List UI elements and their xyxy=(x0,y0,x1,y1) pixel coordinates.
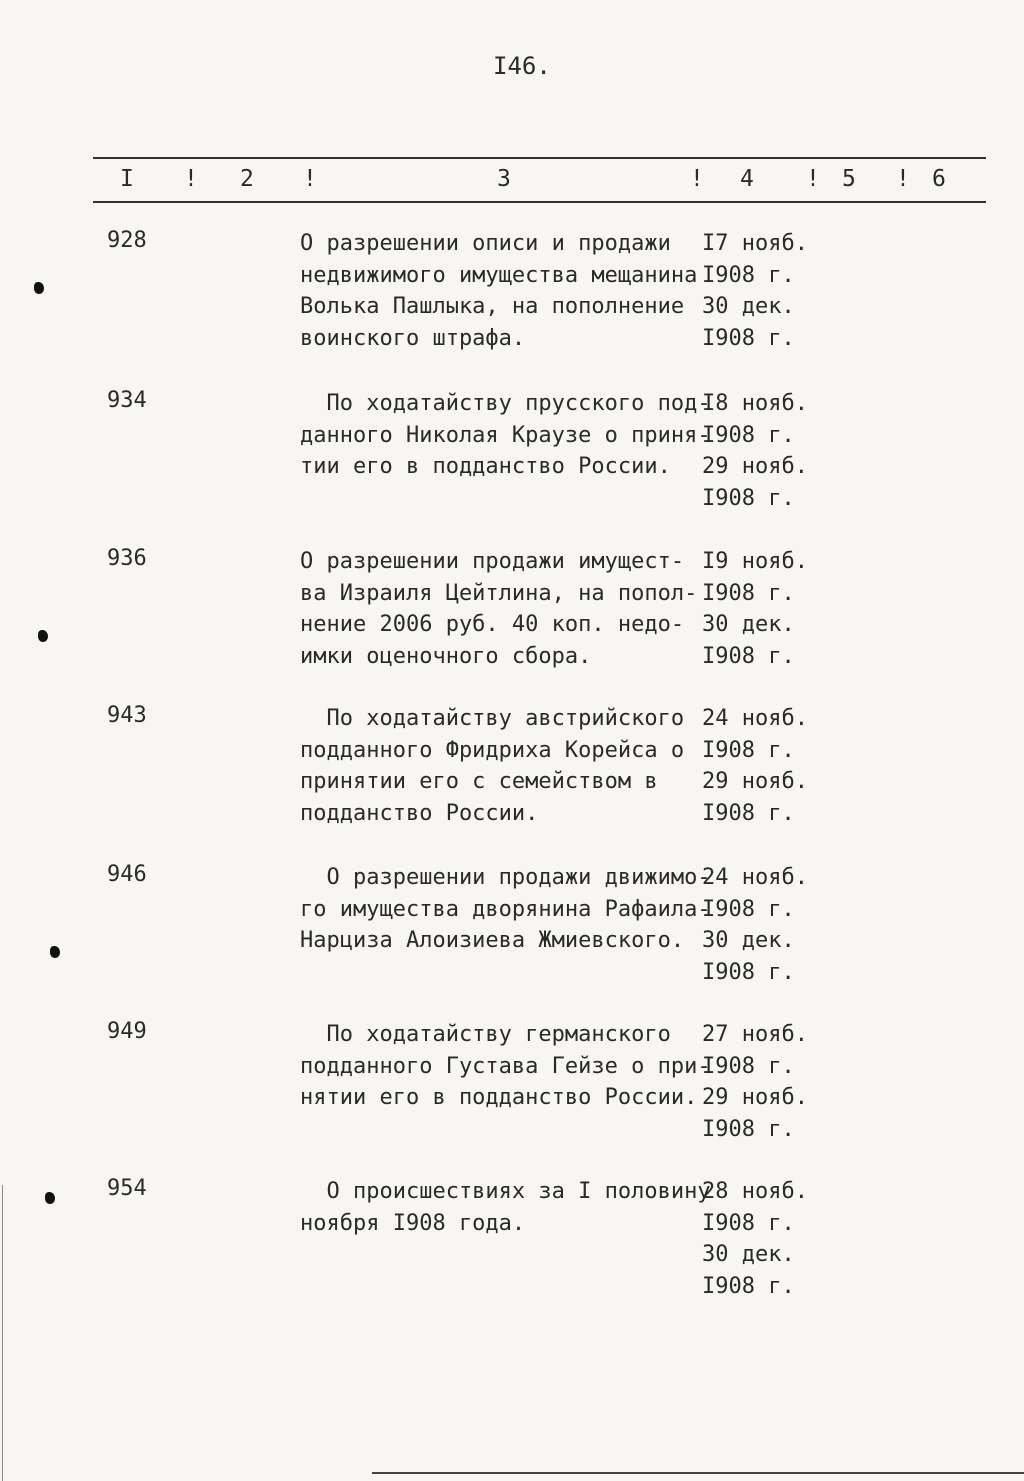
entry-number: 934 xyxy=(107,388,147,413)
footer-rule xyxy=(372,1472,1024,1474)
entry-description xyxy=(300,388,711,483)
date-line: 24 нояб. xyxy=(702,865,808,890)
description-line: тии его в подданство России. xyxy=(300,454,671,479)
entry-description xyxy=(300,703,700,829)
entry-description xyxy=(300,1176,711,1239)
date-line: 24 нояб. xyxy=(702,706,808,731)
column-separator: ! xyxy=(896,166,910,192)
column-header-3: 3 xyxy=(497,166,511,192)
date-line: 30 дек. xyxy=(702,612,795,637)
column-header-1: I xyxy=(120,166,134,192)
column-header-6: 6 xyxy=(932,166,946,192)
column-separator: ! xyxy=(690,166,704,192)
date-line: 29 нояб. xyxy=(702,454,808,479)
scan-edge-line xyxy=(2,1185,3,1481)
column-separator: ! xyxy=(184,166,198,192)
description-line: го имущества дворянина Рафаила- xyxy=(300,896,711,922)
header-bottom-rule xyxy=(93,201,986,203)
entry-number: 943 xyxy=(107,703,147,728)
entry-number: 928 xyxy=(107,228,147,253)
entry-number: 949 xyxy=(107,1019,147,1044)
date-line: I908 г. xyxy=(702,643,795,669)
column-header-5: 5 xyxy=(842,166,856,192)
date-line: I908 г. xyxy=(702,485,795,511)
description-line: нятии его в подданство России. xyxy=(300,1085,698,1110)
date-line: I908 г. xyxy=(702,1116,795,1142)
date-line: I908 г. xyxy=(702,1053,795,1079)
description-line: данного Николая Краузе о приня- xyxy=(300,422,711,448)
entry-description xyxy=(300,862,711,957)
entry-dates xyxy=(702,1176,842,1302)
entry-dates xyxy=(702,862,842,988)
description-line: ва Израиля Цейтлина, на попол- xyxy=(300,580,698,606)
entry-number: 936 xyxy=(107,546,147,571)
description-line: недвижимого имущества мещанина xyxy=(300,262,698,288)
page-number: I46. xyxy=(493,52,551,80)
date-line: I908 г. xyxy=(702,800,795,826)
header-top-rule xyxy=(93,157,986,159)
description-line: подданного Густава Гейзе о при- xyxy=(300,1053,711,1079)
entry-dates xyxy=(702,703,842,829)
entry-description xyxy=(300,228,700,354)
column-header-4: 4 xyxy=(740,166,754,192)
description-line: О происшествиях за I половину xyxy=(300,1179,711,1204)
entry-dates xyxy=(702,546,842,672)
date-line: 30 дек. xyxy=(702,1242,795,1267)
entry-number: 946 xyxy=(107,862,147,887)
description-line: По ходатайству прусского под- xyxy=(300,391,711,416)
date-line: I908 г. xyxy=(702,1210,795,1236)
date-line: I908 г. xyxy=(702,262,795,288)
entry-dates xyxy=(702,388,842,514)
date-line: I8 нояб. xyxy=(702,391,808,416)
date-line: I908 г. xyxy=(702,959,795,985)
column-header-2: 2 xyxy=(240,166,254,192)
entry-dates xyxy=(702,228,842,354)
column-separator: ! xyxy=(806,166,820,192)
description-line: Нарциза Алоизиева Жмиевского. xyxy=(300,928,685,953)
entry-dates xyxy=(702,1019,842,1145)
date-line: I908 г. xyxy=(702,325,795,351)
description-line: О разрешении продажи имущест- xyxy=(300,549,685,574)
description-line: принятии его с семейством в xyxy=(300,769,658,794)
description-line: Волька Пашлыка, на пополнение xyxy=(300,294,685,319)
description-line: подданного Фридриха Корейса о xyxy=(300,737,685,763)
date-line: I908 г. xyxy=(702,737,795,763)
date-line: 30 дек. xyxy=(702,294,795,319)
description-line: ноября I908 года. xyxy=(300,1210,526,1236)
date-line: 28 нояб. xyxy=(702,1179,808,1204)
description-line: По ходатайству германского xyxy=(300,1022,671,1047)
description-line: нение 2006 руб. 40 коп. недо- xyxy=(300,612,685,637)
date-line: I7 нояб. xyxy=(702,231,808,256)
date-line: I908 г. xyxy=(702,1273,795,1299)
date-line: I908 г. xyxy=(702,580,795,606)
binding-hole-mark xyxy=(38,630,48,642)
entry-number: 954 xyxy=(107,1176,147,1201)
date-line: I908 г. xyxy=(702,422,795,448)
date-line: I9 нояб. xyxy=(702,549,808,574)
date-line: 27 нояб. xyxy=(702,1022,808,1047)
description-line: По ходатайству австрийского xyxy=(300,706,685,731)
description-line: воинского штрафа. xyxy=(300,325,526,351)
description-line: подданство России. xyxy=(300,800,539,826)
date-line: 30 дек. xyxy=(702,928,795,953)
entry-description xyxy=(300,1019,711,1114)
binding-hole-mark xyxy=(45,1192,55,1204)
description-line: имки оценочного сбора. xyxy=(300,643,592,669)
binding-hole-mark xyxy=(34,282,44,294)
date-line: I908 г. xyxy=(702,896,795,922)
binding-hole-mark xyxy=(50,946,60,958)
column-separator: ! xyxy=(303,166,317,192)
entry-description xyxy=(300,546,700,672)
date-line: 29 нояб. xyxy=(702,769,808,794)
description-line: О разрешении продажи движимо- xyxy=(300,865,711,890)
description-line: О разрешении описи и продажи xyxy=(300,231,671,256)
date-line: 29 нояб. xyxy=(702,1085,808,1110)
